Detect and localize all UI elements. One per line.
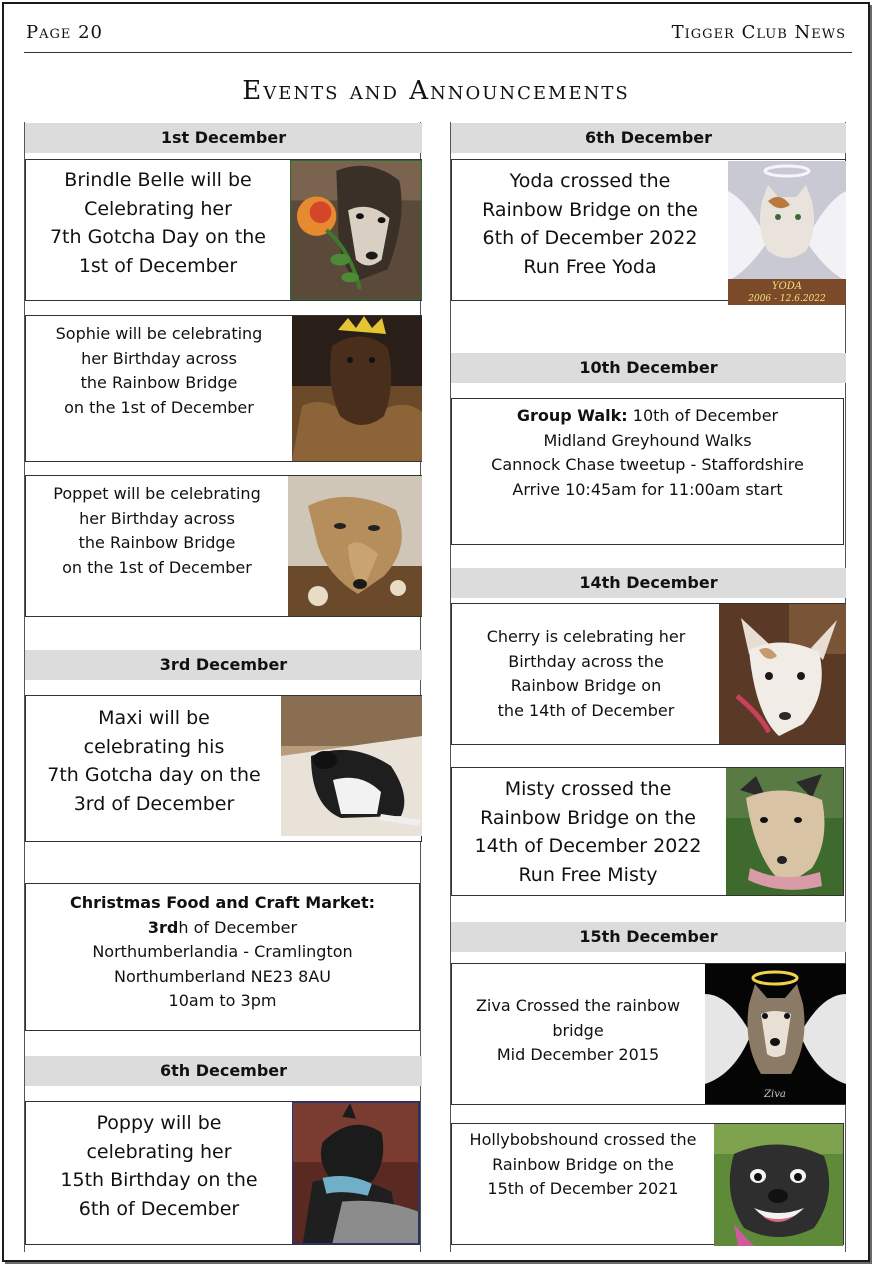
yoda-photo-dates: 2006 - 12.6.2022 (748, 294, 826, 304)
ziva-photo (705, 964, 846, 1104)
event-text: Hollybobshound crossed the Rainbow Bridge on the 15th of December 2021 (469, 1130, 697, 1198)
event-text: Poppet will be celebrating her Birthday across the Rainbow Bridge on the 1st of December (53, 484, 261, 577)
event-card-maxi (25, 695, 422, 842)
section-heading-3rd-december: 3rd December (25, 650, 422, 680)
event-card-misty (451, 767, 844, 896)
event-card-christmas-market (25, 883, 420, 1031)
yoda-photo (728, 161, 846, 305)
section-heading-6th-december-right: 6th December (451, 123, 846, 153)
market-time: 10am to 3pm (168, 991, 277, 1010)
section-heading-14th-december: 14th December (451, 568, 846, 598)
hollybobshound-photo (714, 1124, 843, 1246)
yoda-photo-caption: YODA (771, 281, 803, 292)
section-heading-6th-december-left: 6th December (25, 1056, 422, 1086)
event-text: Brindle Belle will be Celebrating her 7th Gotcha Day on the 1st of December (49, 169, 267, 277)
market-date: 3rdh of December (147, 917, 298, 937)
poppet-photo (288, 476, 422, 616)
section-heading-1st-december: 1st December (25, 123, 422, 153)
poppy-photo (292, 1102, 419, 1244)
event-text: Cherry is celebrating her Birthday across the Rainbow Bridge on the 14th of December (486, 627, 686, 720)
event-text: Maxi will be celebrating his 7th Gotcha day on the 3rd of December (47, 707, 261, 815)
header-rule (24, 52, 852, 53)
walk-heading: Group Walk: 10th of December (516, 406, 779, 425)
event-card-poppet (25, 475, 422, 617)
event-text: Group Walk: 10th of December Midland Greyhound Walks Cannock Chase tweetup - Staffordshire Arrive 10:45am for 11:00am start (452, 404, 843, 502)
section-heading-15th-december: 15th December (451, 922, 846, 952)
cherry-photo (719, 604, 846, 744)
event-card-group-walk (451, 398, 844, 545)
event-text (26, 891, 419, 1014)
market-venue: Northumberlandia - Cramlington (92, 942, 353, 961)
market-address: Northumberland NE23 8AU (113, 966, 332, 986)
event-card-hollybobshound (451, 1123, 844, 1245)
newsletter-name: Tigger Club News (671, 22, 846, 43)
page-number: Page 20 (26, 22, 103, 43)
event-card-ziva (451, 963, 846, 1105)
event-text: Sophie will be celebrating her Birthday across the Rainbow Bridge on the 1st of December (55, 324, 263, 417)
event-card-cherry (451, 603, 846, 745)
ziva-signature: Ziva (764, 1089, 786, 1100)
event-text: Yoda crossed the Rainbow Bridge on the 6th of December 2022 Run Free Yoda (482, 170, 698, 278)
page-title: Events and Announcements (242, 76, 630, 106)
section-heading-10th-december: 10th December (451, 353, 846, 383)
sophie-photo (292, 316, 422, 461)
brindle-belle-photo (290, 160, 422, 300)
market-title: Christmas Food and Craft Market: (69, 893, 376, 912)
maxi-photo (281, 696, 422, 836)
event-text: Poppy will be celebrating her 15th Birthday on the 6th of December (60, 1112, 258, 1220)
event-text: Misty crossed the Rainbow Bridge on the 14th of December 2022 Run Free Misty (474, 778, 702, 886)
event-card-poppy (25, 1101, 420, 1245)
event-text: Ziva Crossed the rainbow bridge Mid December 2015 (475, 996, 681, 1064)
misty-photo (726, 768, 843, 895)
event-card-sophie (25, 315, 422, 462)
event-card-yoda (451, 159, 846, 304)
event-card-brindle-belle (25, 159, 422, 301)
